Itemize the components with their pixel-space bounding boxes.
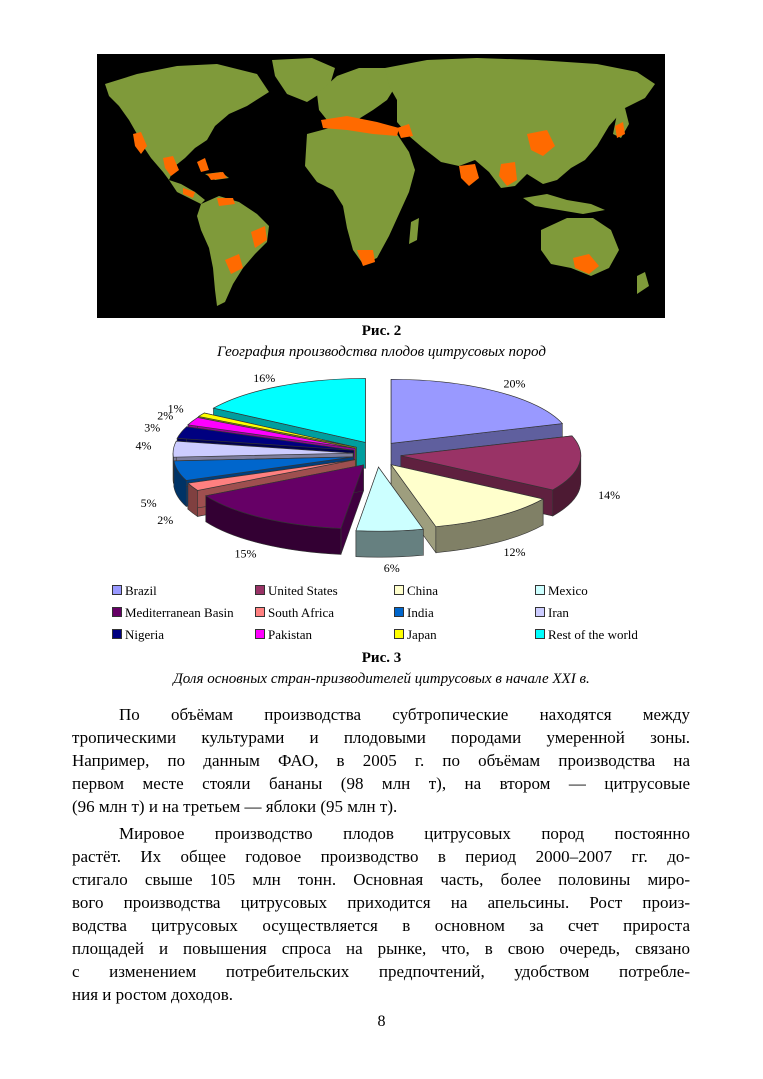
legend-item	[255, 583, 338, 598]
page-number: 8	[377, 1013, 386, 1030]
paragraph-line: Например, по данным ФАО, в 2005 г. по объёмам производства на	[72, 751, 690, 770]
legend-label: Brazil	[125, 583, 157, 598]
pie-value-label: 5%	[140, 495, 157, 510]
paragraph-line: тропическими культурами и плодовыми породами умеренной зоны.	[72, 728, 690, 747]
pie-value-label: 14%	[598, 488, 621, 503]
figure-2-caption: География производства плодов цитрусовых пород	[217, 344, 546, 360]
chart-legend	[112, 583, 672, 643]
citrus-producers-pie-chart	[97, 366, 665, 582]
pie-value-label: 20%	[503, 376, 526, 391]
legend-swatch	[394, 629, 404, 639]
pie-value-label: 4%	[135, 438, 152, 453]
legend-item	[112, 605, 234, 620]
legend-label: India	[407, 605, 434, 620]
pie-value-label: 2%	[157, 513, 174, 528]
legend-item	[535, 627, 638, 642]
legend-swatch	[535, 607, 545, 617]
legend-item	[394, 605, 434, 620]
legend-swatch	[255, 629, 265, 639]
legend-label: Pakistan	[268, 627, 313, 642]
legend-label: Mexico	[548, 583, 588, 598]
paragraph-line: вого производства цитрусовых приходится на апельсины. Рост произ-	[72, 893, 690, 912]
legend-label: Nigeria	[125, 627, 164, 642]
legend-swatch	[112, 629, 122, 639]
legend-item	[535, 605, 569, 620]
figure-3-label: Рис. 3	[361, 650, 402, 666]
paragraph-line: с изменением потребительских предпочтений, удобством потребле-	[72, 962, 690, 981]
paragraph	[72, 703, 690, 818]
figure-2-label: Рис. 2	[361, 323, 402, 339]
pie-value-label: 2%	[157, 408, 174, 423]
legend-label: Rest of the world	[548, 627, 638, 642]
legend-item	[255, 627, 312, 642]
legend-swatch	[255, 607, 265, 617]
paragraph-line: растёт. Их общее годовое производство в период 2000–2007 гг. до-	[72, 847, 690, 866]
legend-swatch	[535, 585, 545, 595]
paragraph-line: ния и ростом доходов.	[72, 985, 233, 1004]
legend-swatch	[255, 585, 265, 595]
legend-item	[535, 583, 588, 598]
legend-item	[394, 583, 438, 598]
paragraph-line: По объёмам производства субтропические находятся между	[119, 705, 690, 724]
world-citrus-map	[97, 54, 665, 318]
paragraph-line: водства цитрусовых осуществляется в основном за счет прироста	[72, 916, 690, 935]
legend-label: Mediterranean Basin	[125, 605, 234, 620]
legend-item	[112, 627, 164, 642]
paragraph-line: (96 млн т) и на третьем — яблоки (95 млн т).	[72, 797, 398, 816]
pie-value-label: 1%	[167, 401, 184, 416]
legend-swatch	[394, 585, 404, 595]
legend-swatch	[535, 629, 545, 639]
body-text	[72, 703, 690, 1006]
pie-value-label: 16%	[253, 370, 276, 385]
pie-value-label: 6%	[383, 560, 400, 575]
legend-swatch	[112, 585, 122, 595]
legend-label: United States	[268, 583, 338, 598]
pie-value-label: 12%	[503, 545, 526, 560]
legend-label: Iran	[548, 605, 569, 620]
legend-swatch	[112, 607, 122, 617]
legend-label: Japan	[407, 627, 437, 642]
paragraph-line: стигало свыше 105 млн тонн. Основная часть, более половины миро-	[72, 870, 690, 889]
pie-slice-rim	[356, 529, 423, 557]
paragraph-line: первом месте стояли бананы (98 млн т), на втором — цитрусовые	[72, 774, 690, 793]
paragraph-line: Мировое производство плодов цитрусовых пород постоянно	[119, 824, 690, 843]
legend-item	[112, 583, 157, 598]
pie-value-label: 3%	[144, 420, 161, 435]
figure-3-caption: Доля основных стран-призводителей цитрусовых в начале XXI в.	[173, 671, 590, 687]
paragraph-line: площадей и повышения спроса на рынке, что, в свою очередь, связано	[72, 939, 690, 958]
legend-item	[255, 605, 334, 620]
legend-item	[394, 627, 437, 642]
paragraph	[72, 822, 690, 1006]
pie-value-label: 15%	[234, 546, 257, 561]
legend-label: China	[407, 583, 439, 598]
legend-swatch	[394, 607, 404, 617]
legend-label: South Africa	[268, 605, 335, 620]
